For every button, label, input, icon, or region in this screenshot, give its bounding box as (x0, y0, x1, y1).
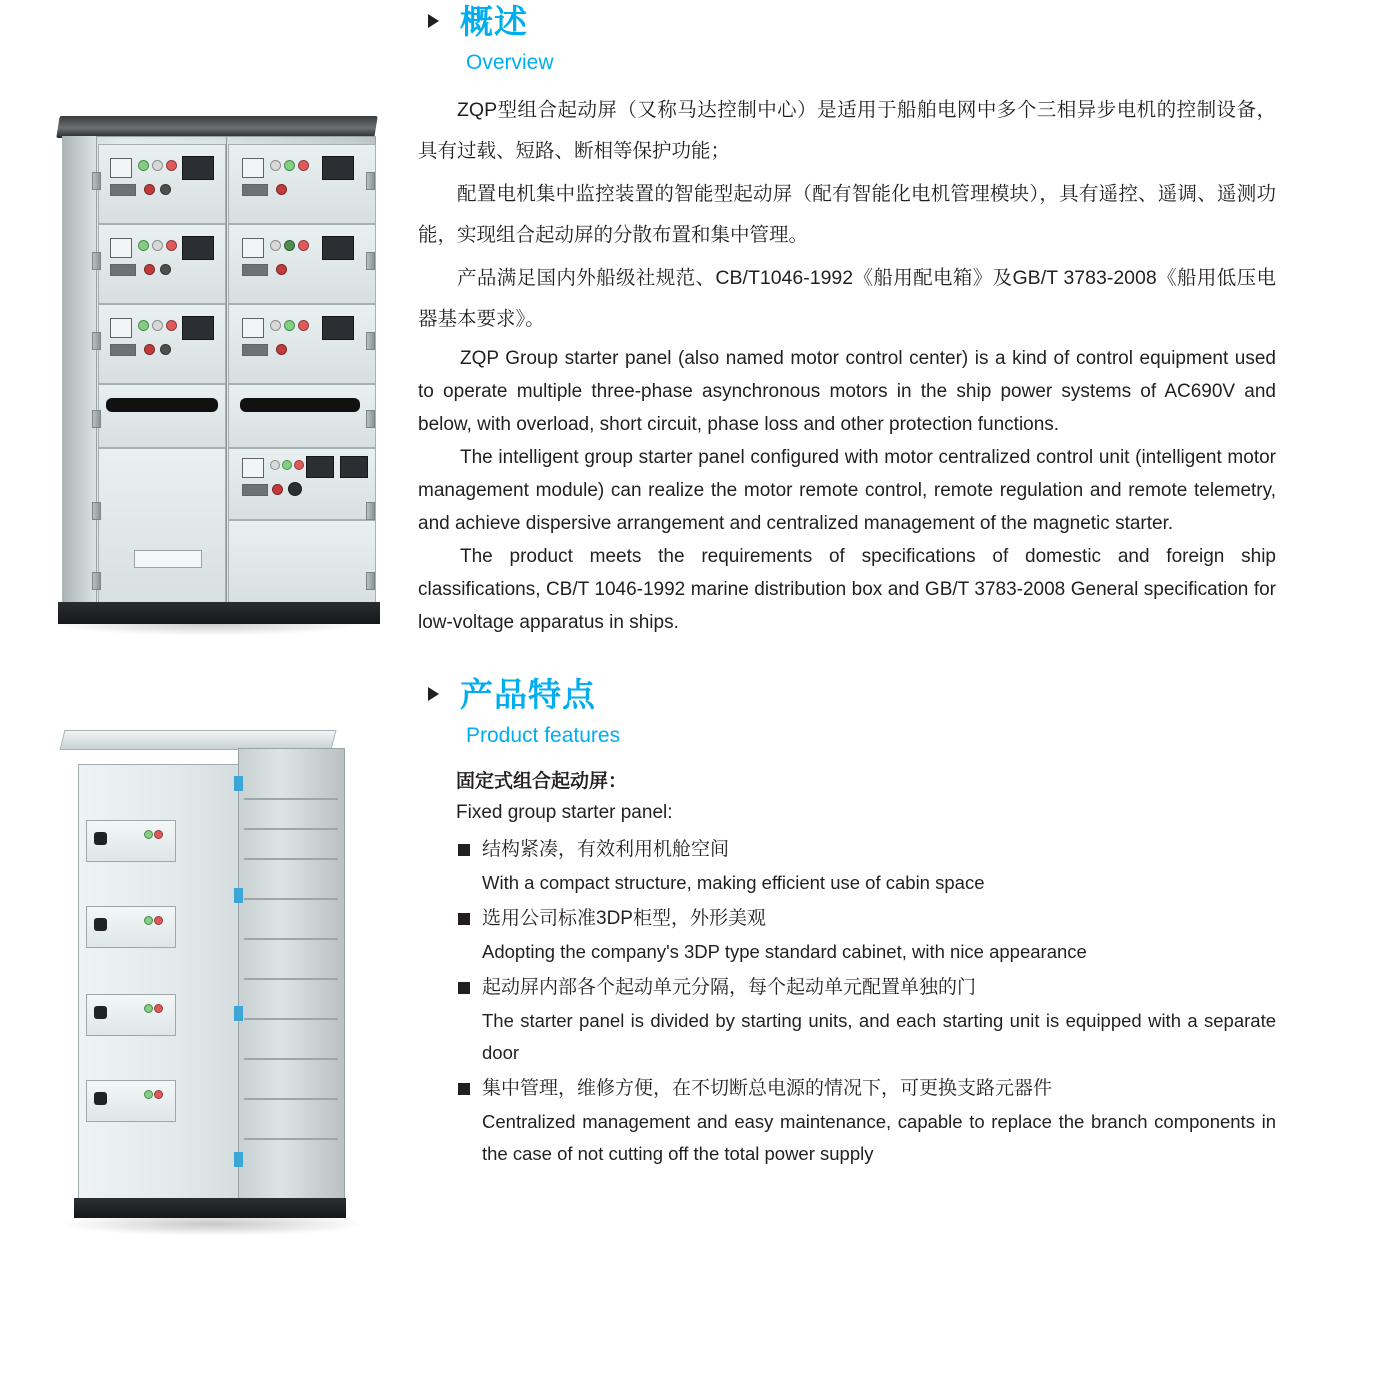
cabinet-roof (56, 116, 377, 138)
starter-unit-door (98, 384, 226, 448)
list-item (456, 833, 1276, 899)
indicator-lamp-green (284, 320, 295, 331)
product-photo-angled-view (48, 712, 388, 1252)
vent-slot (244, 1098, 338, 1100)
selector-switch (94, 1092, 107, 1105)
list-item (456, 971, 1276, 1069)
vent-slot (244, 938, 338, 940)
push-button (160, 264, 171, 275)
text-column (408, 0, 1288, 1379)
indicator-lamp-green (144, 1004, 153, 1013)
latch-tab (234, 776, 243, 791)
latch-tab (234, 1152, 243, 1167)
square-bullet-icon (458, 913, 470, 925)
push-button (160, 344, 171, 355)
panel-window (242, 158, 264, 178)
analog-meter (306, 456, 334, 478)
triangle-bullet-icon (428, 687, 439, 701)
analog-meter (322, 236, 354, 260)
section-title-en: Overview (466, 51, 554, 74)
features-subtitle-cn: 固定式组合起动屏： (456, 771, 628, 792)
feature-text-cn (456, 971, 1276, 1005)
vent-slot (244, 828, 338, 830)
indicator-lamp-green (282, 460, 292, 470)
vent-slot (244, 978, 338, 980)
panel-window (110, 238, 132, 258)
indicator-lamp-green (144, 1090, 153, 1099)
nameplate (110, 344, 136, 356)
list-item (456, 902, 1276, 968)
indicator-lamp-green (144, 916, 153, 925)
door-handle (106, 398, 218, 412)
indicator-lamp-green (138, 160, 149, 171)
square-bullet-icon (458, 982, 470, 994)
feature-text-en: With a compact structure, making efficient use of cabin space (482, 872, 985, 893)
feature-text-cn (456, 833, 1276, 867)
indicator-lamp-red (298, 160, 309, 171)
indicator-lamp-red (272, 484, 283, 495)
section-title-en: Product features (466, 724, 621, 747)
indicator-lamp-red (144, 184, 155, 195)
feature-label-cn: 集中管理，维修方便，在不切断总电源的情况下，可更换支路元器件 (482, 1078, 1053, 1099)
cabinet-nameplate (134, 550, 202, 568)
indicator-lamp-red (154, 1004, 163, 1013)
image-column (0, 0, 400, 1379)
indicator-lamp-red (154, 830, 163, 839)
indicator-lamp-red (276, 344, 287, 355)
starter-unit-door (228, 520, 376, 606)
paragraph-en: The intelligent group starter panel configured with motor centralized control unit (intelligent motor management module) can realize the motor remote control, remote regulation and remote telemetry, and achieve dispersive arrangement and centralized management of the magnetic starter. (418, 447, 1276, 534)
door-hinge (92, 332, 101, 350)
nameplate (110, 184, 136, 196)
indicator-lamp-red (166, 160, 177, 171)
section-title-cn: 概述 (460, 3, 528, 40)
indicator-lamp-white (270, 240, 281, 251)
indicator-lamp-white (152, 240, 163, 251)
section-heading-overview (418, 0, 1288, 78)
vent-slot (244, 798, 338, 800)
indicator-lamp-red (144, 264, 155, 275)
door-hinge (92, 172, 101, 190)
panel-window (242, 458, 264, 478)
indicator-lamp-red (294, 460, 304, 470)
door-hinge (366, 572, 375, 590)
panel-window (242, 238, 264, 258)
nameplate (242, 484, 268, 496)
feature-label-cn: 起动屏内部各个起动单元分隔，每个起动单元配置单独的门 (482, 977, 977, 998)
door-hinge (92, 252, 101, 270)
door-hinge (366, 172, 375, 190)
cabinet-base (58, 602, 380, 624)
selector-switch (94, 918, 107, 931)
vent-slot (244, 1018, 338, 1020)
list-item (456, 1072, 1276, 1170)
door-hinge (366, 252, 375, 270)
indicator-lamp-green (138, 320, 149, 331)
latch-tab (234, 1006, 243, 1021)
vent-slot (244, 1058, 338, 1060)
paragraph-cn: 配置电机集中监控装置的智能型起动屏（配有智能化电机管理模块），具有遥控、遥调、遥测功能，实现组合起动屏的分散布置和集中管理。 (418, 183, 1276, 246)
door-hinge (366, 332, 375, 350)
feature-text-en: The starter panel is divided by starting units, and each starting unit is equipped with a separate door (482, 1010, 1276, 1063)
panel-window (242, 318, 264, 338)
door-hinge (92, 572, 101, 590)
push-button (160, 184, 171, 195)
indicator-lamp-red (298, 240, 309, 251)
indicator-lamp-red (154, 1090, 163, 1099)
indicator-lamp-red (166, 240, 177, 251)
analog-meter (340, 456, 368, 478)
triangle-bullet-icon (428, 14, 439, 28)
indicator-lamp-red (298, 320, 309, 331)
square-bullet-icon (458, 1083, 470, 1095)
indicator-lamp-red (154, 916, 163, 925)
indicator-lamp-red (144, 344, 155, 355)
cabinet-side (238, 748, 345, 1200)
analog-meter (182, 316, 214, 340)
feature-label-cn: 选用公司标准3DP柜型，外形美观 (482, 908, 766, 929)
nameplate (110, 264, 136, 276)
panel-window (110, 318, 132, 338)
indicator-lamp-white (270, 160, 281, 171)
selector-switch (288, 482, 302, 496)
feature-text-en: Adopting the company's 3DP type standard cabinet, with nice appearance (482, 941, 1087, 962)
feature-label-cn: 结构紧凑，有效利用机舱空间 (482, 839, 730, 860)
paragraph-en: ZQP Group starter panel (also named motor control center) is a kind of control equipment used to operate multiple three-phase asynchronous motors in the ship power systems of AC690V and below, with overload, short circuit, phase loss and other protection functions. (418, 348, 1276, 435)
door-hinge (366, 502, 375, 520)
cabinet-divider (226, 136, 227, 606)
feature-text-cn (456, 902, 1276, 936)
indicator-lamp-red (276, 184, 287, 195)
panel-window (110, 158, 132, 178)
door-handle (240, 398, 360, 412)
nameplate (242, 344, 268, 356)
indicator-lamp-red (166, 320, 177, 331)
features-list (456, 767, 1276, 1170)
cabinet-roof (60, 730, 337, 750)
paragraph-cn: ZQP型组合起动屏（又称马达控制中心）是适用于船舶电网中多个三相异步电机的控制设备，具有过载、短路、断相等保护功能； (418, 99, 1276, 162)
indicator-lamp-green (138, 240, 149, 251)
latch-tab (234, 888, 243, 903)
vent-slot (244, 898, 338, 900)
section-heading-product-features (418, 673, 1288, 751)
nameplate (242, 264, 268, 276)
cabinet-base (74, 1198, 346, 1218)
section-title-cn: 产品特点 (460, 676, 596, 713)
door-hinge (92, 410, 101, 428)
starter-unit-door (228, 384, 376, 448)
paragraph-cn: 产品满足国内外船级社规范、CB/T1046-1992《船用配电箱》及GB/T 3783-2008《船用低压电器基本要求》。 (418, 267, 1276, 330)
indicator-lamp-green (284, 240, 295, 251)
analog-meter (322, 156, 354, 180)
features-subtitle-en: Fixed group starter panel: (456, 802, 673, 823)
square-bullet-icon (458, 844, 470, 856)
feature-text-en: Centralized management and easy maintenance, capable to replace the branch components in the case of not cutting off the total power supply (482, 1111, 1276, 1164)
indicator-lamp-white (270, 320, 281, 331)
cabinet-left-side (62, 136, 97, 606)
analog-meter (182, 236, 214, 260)
selector-switch (94, 1006, 107, 1019)
nameplate (242, 184, 268, 196)
indicator-lamp-white (270, 460, 280, 470)
vent-slot (244, 858, 338, 860)
product-photo-front-view (40, 110, 380, 650)
starter-unit-door (98, 448, 226, 606)
door-hinge (92, 502, 101, 520)
feature-text-cn (456, 1072, 1276, 1106)
analog-meter (322, 316, 354, 340)
indicator-lamp-white (152, 160, 163, 171)
overview-body (418, 90, 1276, 639)
indicator-lamp-green (144, 830, 153, 839)
indicator-lamp-green (284, 160, 295, 171)
indicator-lamp-red (276, 264, 287, 275)
indicator-lamp-white (152, 320, 163, 331)
paragraph-en: The product meets the requirements of specifications of domestic and foreign ship classifications, CB/T 1046-1992 marine distribution box and GB/T 3783-2008 General specification for low-voltage apparatus in ships. (418, 546, 1276, 633)
door-hinge (366, 410, 375, 428)
vent-slot (244, 1138, 338, 1140)
analog-meter (182, 156, 214, 180)
selector-switch (94, 832, 107, 845)
